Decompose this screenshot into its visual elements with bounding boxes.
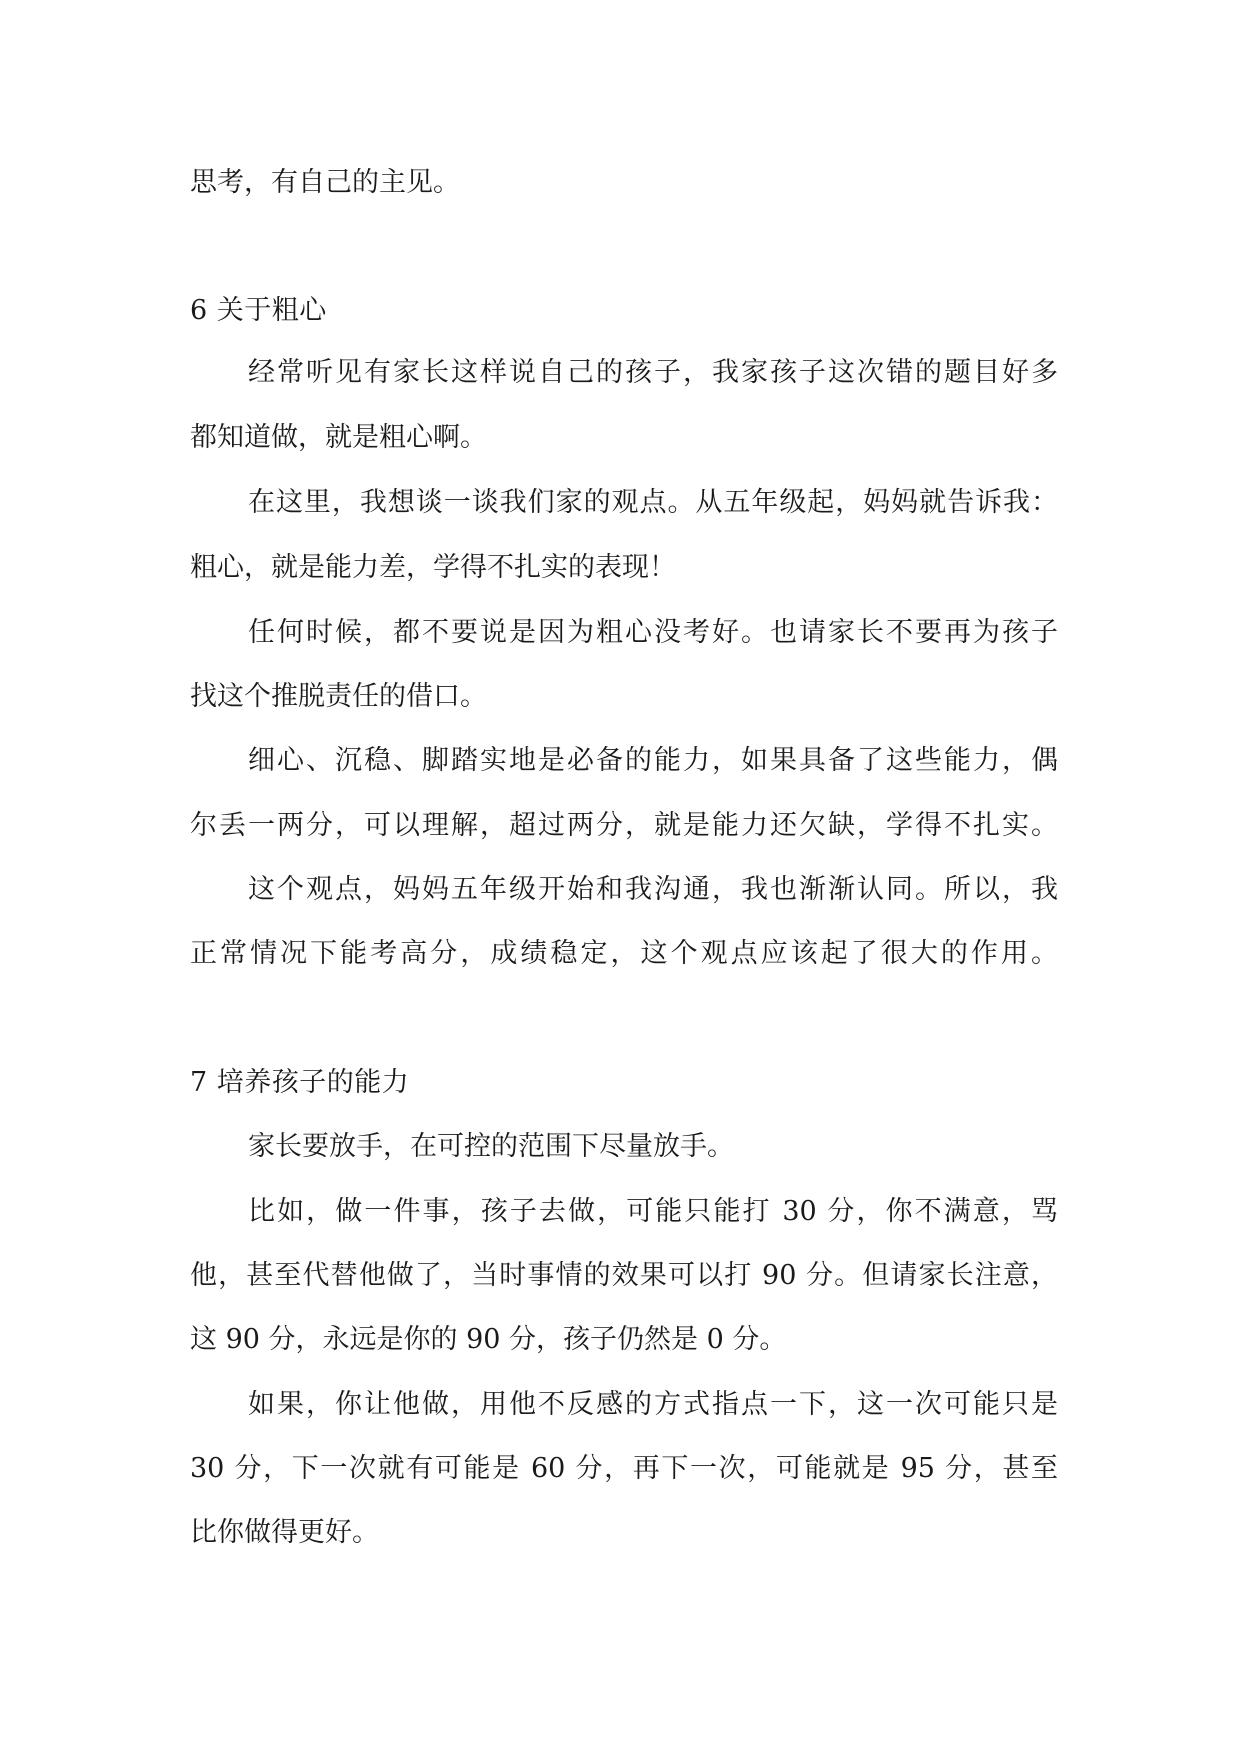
paragraph-line: 找这个推脱责任的借口。 — [190, 681, 487, 712]
paragraph-line: 30 分，下一次就有可能是 60 分，再下一次，可能就是 95 分，甚至 — [190, 1453, 1058, 1484]
paragraph-line: 他，甚至代替他做了，当时事情的效果可以打 90 分。但请家长注意， — [190, 1260, 1058, 1291]
paragraph-line: 尔丢一两分，可以理解，超过两分，就是能力还欠缺，学得不扎实。 — [190, 810, 1058, 841]
paragraph-line: 在这里，我想谈一谈我们家的观点。从五年级起，妈妈就告诉我： — [248, 487, 1058, 518]
paragraph-line: 都知道做，就是粗心啊。 — [190, 422, 487, 453]
section-heading-7: 7 培养孩子的能力 — [190, 1067, 410, 1098]
section-heading-6: 6 关于粗心 — [190, 295, 327, 326]
paragraph-line: 比你做得更好。 — [190, 1517, 379, 1548]
paragraph-line: 如果，你让他做，用他不反感的方式指点一下，这一次可能只是 — [248, 1389, 1058, 1420]
paragraph-line: 这 90 分，永远是你的 90 分，孩子仍然是 0 分。 — [190, 1324, 787, 1355]
paragraph-line: 细心、沉稳、脚踏实地是必备的能力，如果具备了这些能力，偶 — [248, 745, 1058, 776]
paragraph-line: 正常情况下能考高分，成绩稳定，这个观点应该起了很大的作用。 — [190, 938, 1058, 969]
paragraph-line: 经常听见有家长这样说自己的孩子，我家孩子这次错的题目好多 — [248, 357, 1058, 388]
paragraph-line: 任何时候，都不要说是因为粗心没考好。也请家长不要再为孩子 — [248, 617, 1058, 648]
paragraph-line: 家长要放手，在可控的范围下尽量放手。 — [248, 1131, 734, 1162]
paragraph-line: 思考，有自己的主见。 — [190, 167, 460, 198]
paragraph-line: 比如，做一件事，孩子去做，可能只能打 30 分，你不满意，骂 — [248, 1196, 1058, 1227]
paragraph-line: 粗心，就是能力差，学得不扎实的表现！ — [190, 552, 676, 583]
paragraph-line: 这个观点，妈妈五年级开始和我沟通，我也渐渐认同。所以，我 — [248, 874, 1058, 905]
